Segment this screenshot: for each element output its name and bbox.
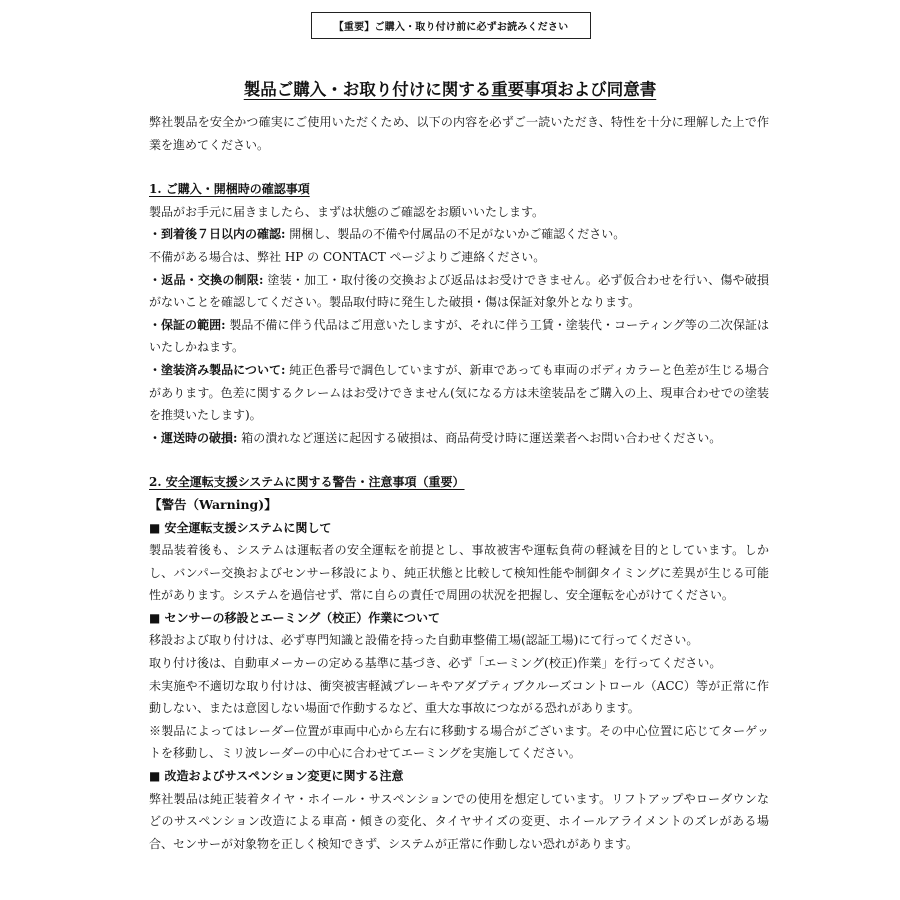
section-1-lead: 製品がお手元に届きましたら、まずは状態のご確認をお願いいたします。 (149, 204, 545, 219)
item-label: ・到着後７日以内の確認: (149, 227, 286, 242)
block-paragraph: ※製品によってはレーダー位置が車両中心から左右に移動する場合がございます。その中心位置に応じてターゲットを移動し、ミリ波レーダーの中心に合わせてエーミングを実施してください。 (149, 723, 769, 761)
block-paragraph: 未実施や不適切な取り付けは、衝突被害軽減ブレーキやアダプティブクルーズコントロール（ACC）等が正常に作動しない、または意図しない場面で作動するなど、重大な事故につながる恐れがあります。 (149, 678, 769, 716)
document-title-text: 製品ご購入・お取り付けに関する重要事項および同意書 (243, 80, 657, 99)
section-1-item (149, 246, 769, 269)
item-label: ・返品・交換の制限: (149, 272, 264, 287)
item-text: 箱の潰れなど運送に起因する破損は、商品荷受け時に運送業者へお問い合わせください。 (237, 430, 722, 445)
block-paragraph: 弊社製品は純正装着タイヤ・ホイール・サスペンションでの使用を想定しています。リフトアップやローダウンなどのサスペンション改造による車高・傾きの変化、タイヤサイズの変更、ホイールアライメントのズレがある場合、センサーが対象物を正しく検知できず、システムが正常に作動しない恐れがあります。 (149, 791, 769, 851)
section-1-item (149, 269, 769, 314)
section-1-item (149, 427, 769, 450)
block-heading-sensor-aiming: ■ センサーの移設とエーミング（校正）作業について (149, 610, 441, 625)
item-text: 開梱し、製品の不備や付属品の不足がないかご確認ください。 (285, 227, 626, 242)
important-notice-text: 【重要】ご購入・取り付け前に必ずお読みください (333, 22, 569, 33)
document-title (0, 76, 900, 100)
block-paragraph: 取り付け後は、自動車メーカーの定める基準に基づき、必ず「エーミング(校正)作業」を行ってください。 (149, 656, 722, 671)
item-label: ・運送時の破損: (149, 430, 238, 445)
section-1-item (149, 223, 769, 246)
item-text: 塗装・加工・取付後の交換および返品はお受けできません。必ず仮合わせを行い、傷や破損がないことを確認してください。製品取付時に発生した破損・傷は保証対象外となります。 (149, 272, 769, 310)
item-label: ・保証の範囲: (149, 317, 226, 332)
section-1-item (149, 359, 769, 427)
document-body (149, 111, 769, 855)
block-heading-suspension: ■ 改造およびサスペンション変更に関する注意 (149, 769, 404, 784)
important-notice-box (311, 12, 591, 39)
warning-heading: 【警告（Warning)】 (149, 496, 277, 512)
block-paragraph: 移設および取り付けは、必ず専門知識と設備を持った自動車整備工場(認証工場)にて行ってください。 (149, 633, 699, 648)
block-paragraph: 製品装着後も、システムは運転者の安全運転を前提とし、事故被害や運転負荷の軽減を目的としています。しかし、バンパー交換およびセンサー移設により、純正状態と比較して検知性能や制御タイミングに差異が生じる可能性があります。システムを過信せず、常に自らの責任で周囲の状況を把握し、安全運転を心がけてください。 (149, 543, 769, 603)
section-1-heading: 1. ご購入・開梱時の確認事項 (149, 182, 310, 197)
section-2-heading: 2. 安全運転支援システムに関する警告・注意事項（重要） (149, 475, 465, 490)
item-text: 純正色番号で調色していますが、新車であっても車両のボディカラーと色差が生じる場合があります。色差に関するクレームはお受けできません(気になる方は未塗装品をご購入の上、現車合わせでの塗装を推奨いたします)。 (149, 362, 769, 423)
item-label: ・塗装済み製品について: (149, 362, 286, 377)
block-heading-safety-system: ■ 安全運転支援システムに関して (149, 520, 332, 535)
intro-paragraph: 弊社製品を安全かつ確実にご使用いただくため、以下の内容を必ずご一読いただき、特性を十分に理解した上で作業を進めてください。 (149, 115, 769, 152)
section-1-item (149, 314, 769, 359)
item-text: 製品不備に伴う代品はご用意いたしますが、それに伴う工賃・塗装代・コーティング等の二次保証はいたしかねます。 (149, 317, 769, 355)
item-text: 不備がある場合は、弊社 HP の CONTACT ページよりご連絡ください。 (149, 249, 546, 264)
